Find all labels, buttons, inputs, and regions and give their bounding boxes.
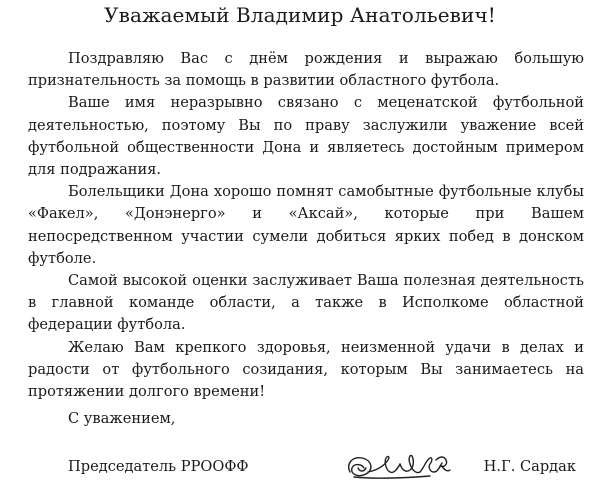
paragraph-patronage: Ваше имя неразрывно связано с меценатской футбольной деятельностью, поэтому Вы по праву заслужили уважение всей футбольной общественности Дона и являетесь достойным примером для подражания.: [28, 94, 584, 179]
signer-name: Н.Г. Сардак: [483, 458, 576, 475]
paragraph-wishes: Желаю Вам крепкого здоровья, неизменной удачи в делах и радости от футбольного созидания, которым Вы занимаетесь на протяжении долгого времени!: [28, 338, 584, 401]
paragraph-activity: Самой высокой оценки заслуживает Ваша полезная деятельность в главной команде области, а также в Исполкоме областной федерации футбола.: [28, 272, 584, 334]
letter-body: [28, 48, 584, 403]
paragraph-clubs: Болельщики Дона хорошо помнят самобытные футбольные клубы «Факел», «Донэнерго» и «Аксай», которые при Вашем непосредственном участии сумели добиться ярких побед в донском футболе.: [28, 183, 584, 267]
salutation: Уважаемый Владимир Анатольевич!: [104, 3, 496, 27]
signer-title: Председатель РРООФФ: [68, 458, 249, 475]
handwritten-signature-icon: [344, 446, 454, 484]
paragraph-greeting: Поздравляю Вас с днём рождения и выражаю большую признательность за помощь в развитии областного футбола.: [28, 50, 584, 90]
closing-phrase: С уважением,: [68, 410, 176, 427]
signature-block: [68, 446, 576, 486]
